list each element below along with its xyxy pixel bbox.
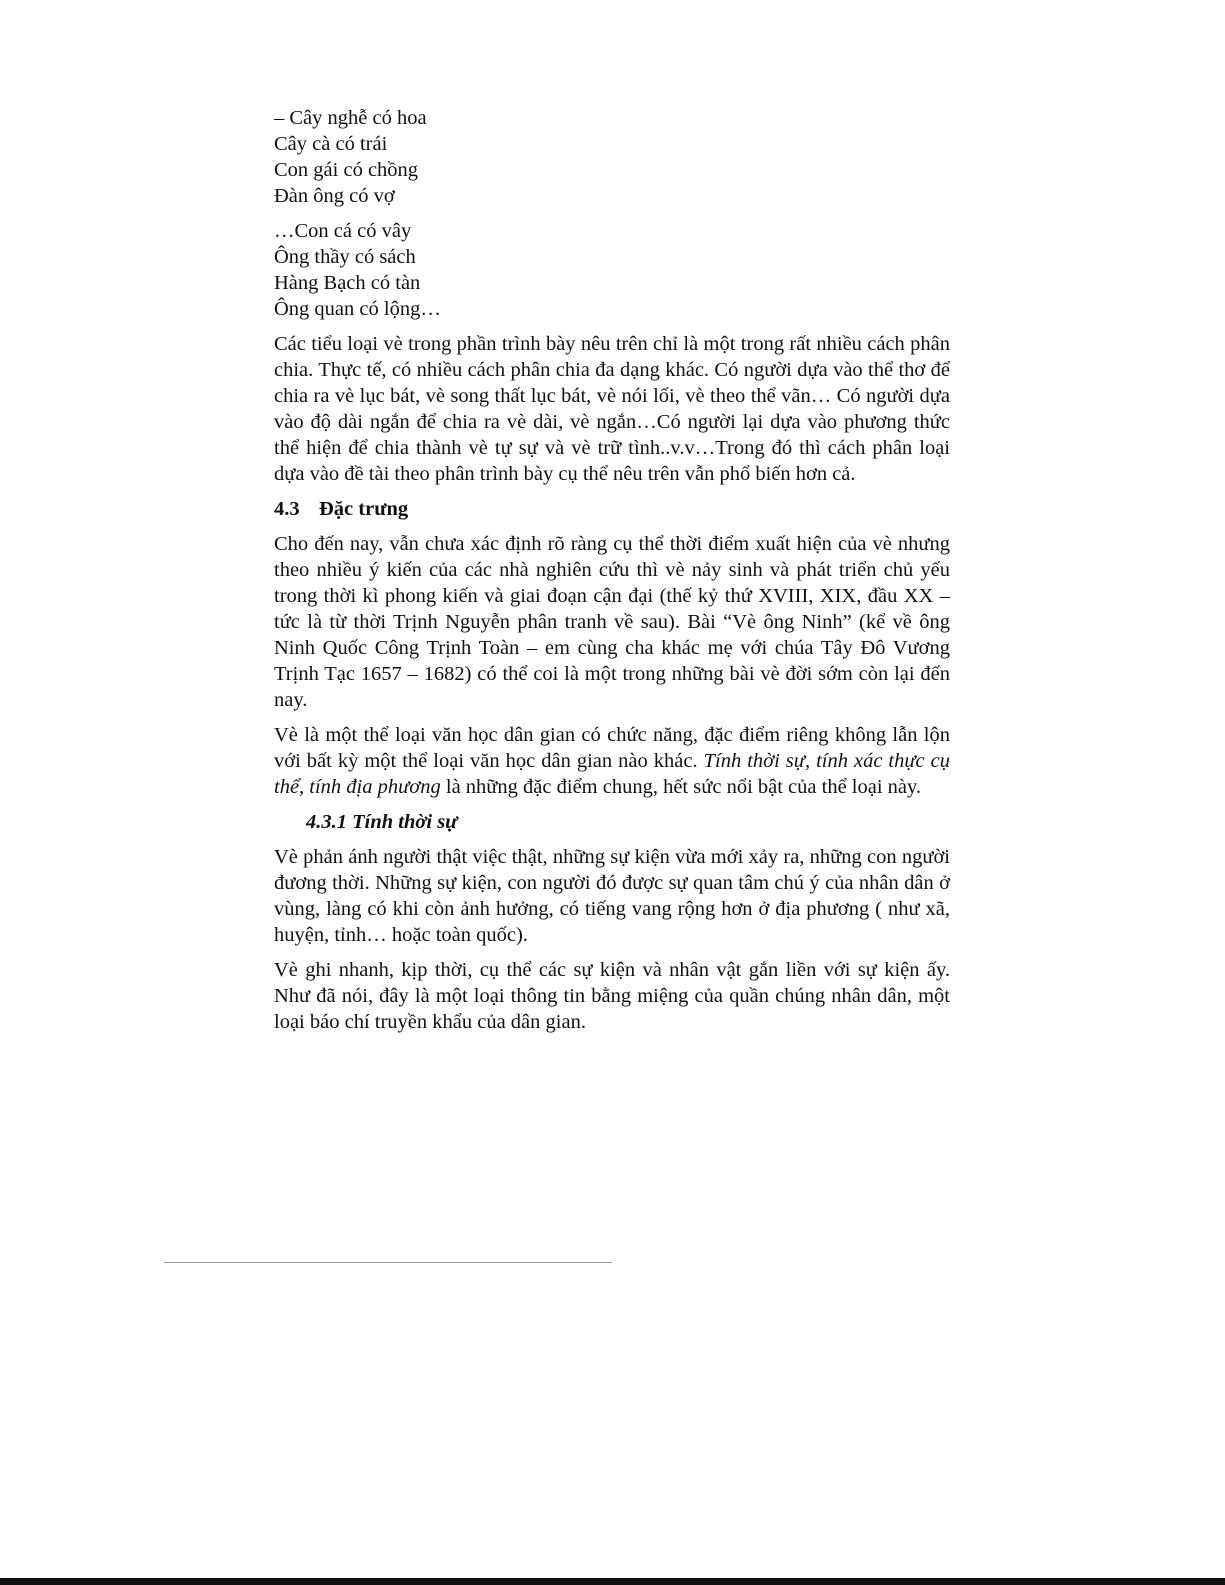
- verse-line: Hàng Bạch có tàn: [274, 272, 421, 294]
- emphasis-text: Tính thời sự, tính xác thực cụ thể, tính địa phương: [274, 750, 950, 798]
- paragraph-text: Vè là một thể loại văn học dân gian có chức năng, đặc điểm riêng không lẫn lộn với bất kỳ một thể loại văn học dân gian nào khác.: [274, 724, 950, 772]
- section-heading: [274, 496, 950, 522]
- verse-stanza-2: [274, 218, 950, 322]
- page-content: [274, 105, 950, 1044]
- verse-line: …Con cá có vây: [274, 220, 412, 242]
- section-title: Đặc trưng: [319, 498, 409, 520]
- verse-stanza-1: [274, 105, 950, 209]
- subsection-heading: 4.3.1 Tính thời sự: [306, 811, 458, 833]
- verse-line: – Cây nghễ có hoa: [274, 107, 427, 129]
- bottom-border: [0, 1578, 1225, 1585]
- footnote-separator: [164, 1262, 612, 1263]
- paragraph-topicality: Vè phản ánh người thật việc thật, những sự kiện vừa mới xảy ra, những con người đương thời. Những sự kiện, con người đó được sự quan tâm chú ý của nhân dân ở vùng, làng có khi còn ảnh hưởng, có tiếng vang rộng hơn ở địa phương ( như xã, huyện, tỉnh… hoặc toàn quốc).: [274, 846, 950, 946]
- verse-line: Ông thầy có sách: [274, 246, 416, 268]
- verse-line: Con gái có chồng: [274, 159, 419, 181]
- verse-line: Đàn ông có vợ: [274, 185, 395, 207]
- verse-line: Cây cà có trái: [274, 133, 388, 155]
- paragraph-characteristics: [274, 722, 950, 800]
- paragraph-origin: Cho đến nay, vẫn chưa xác định rõ ràng cụ thể thời điểm xuất hiện của vè nhưng theo nhiều ý kiến của các nhà nghiên cứu thì vè nảy sinh và phát triển chủ yếu trong thời kì phong kiến và giai đoạn cận đại (thế kỷ thứ XVIII, XIX, đầu XX – tức là từ thời Trịnh Nguyễn phân tranh về sau). Bài “Vè ông Ninh” (kể về ông Ninh Quốc Công Trịnh Toàn – em cùng cha khác mẹ với chúa Tây Đô Vương Trịnh Tạc 1657 – 1682) có thể coi là một trong những bài vè đời sớm còn lại đến nay.: [274, 533, 950, 711]
- paragraph-classification: Các tiểu loại vè trong phần trình bày nêu trên chỉ là một trong rất nhiều cách phân chia. Thực tế, có nhiều cách phân chia đa dạng khác. Có người dựa vào thể thơ để chia ra vè lục bát, vè song thất lục bát, vè nói lối, vè theo thể vãn… Có người dựa vào độ dài ngắn để chia ra vè dài, vè ngắn…Có người lại dựa vào phương thức thể hiện để chia thành vè tự sự và vè trữ tình..v.v…Trong đó thì cách phân loại dựa vào đề tài theo phân trình bày cụ thể nêu trên vẫn phổ biến hơn cả.: [274, 333, 950, 485]
- section-number: 4.3: [274, 498, 300, 520]
- paragraph-text: là những đặc điểm chung, hết sức nổi bật của thể loại này.: [445, 776, 922, 798]
- paragraph-oral-news: Vè ghi nhanh, kịp thời, cụ thể các sự kiện và nhân vật gắn liền với sự kiện ấy. Như đã nói, đây là một loại thông tin bằng miệng của quần chúng nhân dân, một loại báo chí truyền khẩu của dân gian.: [274, 959, 950, 1033]
- verse-line: Ông quan có lộng…: [274, 298, 441, 320]
